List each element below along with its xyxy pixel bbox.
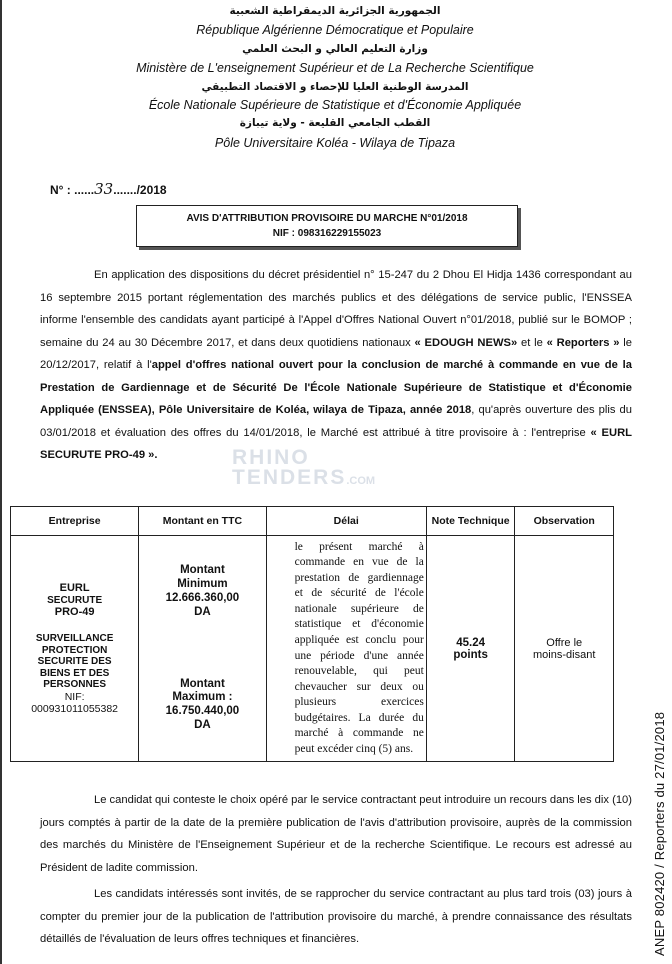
table-header-row	[11, 507, 614, 536]
cell-note	[426, 536, 515, 762]
award-table	[10, 506, 614, 762]
note-unit: points	[453, 648, 488, 661]
entreprise-activity-3: SECURITE DES	[37, 656, 112, 668]
watermark-line2: TENDERS	[232, 465, 347, 489]
p1-object: appel d'offres national ouvert pour la conclusion de marché à commande en vue de la Prestation de Gardiennage et de Sécurité De l'École Nationale Supérieure de Statistique et d'Économie Appliquée (ENSSEA), Pôle Universitaire de Koléa, wilaya de Tipaza, année 2018	[40, 359, 632, 416]
entreprise-nif: 000931011055382	[31, 702, 119, 715]
watermark-line1: RHINO	[232, 446, 310, 469]
col-header-entreprise: Entreprise	[11, 507, 139, 536]
header-ministry: Ministère de L'enseignement Supérieur et de La Recherche Scientifique	[136, 61, 534, 75]
col-header-montant: Montant en TTC	[139, 507, 266, 536]
header-arabic-ministry: وزارة التعليم العالي و البحث العلمي	[242, 43, 428, 55]
scan-edge	[0, 0, 2, 964]
p1-text-g: , qu'après ouverture des plis du 03/01/2018 et évaluation des offres du 14/01/2018, le Marché est attribué à titre provisoire à : l'entreprise	[40, 404, 632, 439]
side-caption: ANEP 802420 / Reporters du 27/01/2018	[652, 711, 667, 956]
montant-max-value: 16.750.440,00	[165, 705, 240, 718]
header-arabic-school: المدرسة الوطنية العليا للإحصاء و الاقتصاد التطبيقي	[201, 81, 469, 93]
entreprise-name-3: PRO-49	[54, 606, 95, 619]
montant-min-label-2: Minimum	[177, 578, 228, 591]
p1-text-a: En application des dispositions du décret présidentiel n° 15-247 du 2 Dhou El Hidja 1436 correspondant au 16 septembre 2015 portant réglementation des marchés publics et des délégations de service public, l'ENSSEA informe l'ensemble des candidats ayant participé à l'Appel d'Offres National Ouvert n°01/2018, publié sur le BOMOP ; semaine du 24 au 30 Décembre 2017, et dans deux quotidiens nationaux	[40, 269, 632, 349]
header-school: École Nationale Supérieure de Statistique et d'Économie Appliquée	[148, 98, 522, 112]
entreprise-activity-2: PROTECTION	[41, 644, 108, 656]
header-arabic-republic: الجمهورية الجزائرية الديمقراطية الشعبية	[229, 5, 441, 17]
entreprise-activity-1: SURVEILLANCE	[35, 633, 114, 645]
entreprise-activity-4: BIENS ET DES	[39, 667, 110, 679]
ref-prefix: N° : ......	[50, 183, 95, 197]
observation-line-2: moins-disant	[533, 648, 596, 661]
p1-newspaper-1: « EDOUGH NEWS»	[414, 336, 518, 349]
montant-min-unit: DA	[194, 605, 211, 618]
col-header-note: Note Technique	[426, 507, 515, 536]
watermark-line3: .COM	[346, 474, 376, 487]
montant-max-unit: DA	[194, 718, 211, 731]
p1-newspaper-2: « Reporters »	[546, 336, 620, 349]
reference-number	[50, 180, 167, 198]
entreprise-name-1: EURL	[59, 582, 90, 595]
entreprise-activity-5: PERSONNES	[43, 679, 107, 691]
ref-suffix: ......./2018	[113, 183, 167, 197]
consultation-paragraph	[40, 883, 632, 951]
cell-delai: le présent marché à commande en vue de la prestation de gardiennage et de sécurité de l'école nationale supérieure de statistique et d'économie appliquée est conclu pour une période d'une année renouvelable, qui peut chevaucher sur deux ou plusieurs exercices budgétaires. La durée du marché à commande ne peut excéder cinq (5) ans.	[266, 536, 426, 762]
notice-title: AVIS D'ATTRIBUTION PROVISOIRE DU MARCHE N°01/2018	[186, 213, 468, 224]
main-paragraph	[40, 264, 632, 467]
table-row	[11, 536, 614, 762]
entreprise-name-2: SECURUTE	[47, 594, 103, 606]
p1-text-c: et le	[517, 336, 547, 349]
cell-entreprise	[11, 536, 139, 762]
note-value: 45.24	[456, 636, 485, 649]
montant-min-value: 12.666.360,00	[165, 591, 240, 604]
notice-title-box	[136, 205, 518, 247]
header-pole: Pôle Universitaire Koléa - Wilaya de Tipaza	[214, 136, 456, 150]
p1-text-e: le 20/12/2017, relatif à l'	[40, 336, 632, 371]
header-arabic-pole: القطب الجامعي القليعة - ولاية تيبازة	[239, 117, 431, 129]
cell-montant	[139, 536, 266, 762]
entreprise-nif-label: NIF:	[64, 690, 85, 703]
montant-max-label-2: Maximum :	[172, 691, 233, 704]
cell-observation	[515, 536, 614, 762]
col-header-observation: Observation	[515, 507, 614, 536]
montant-max-label-1: Montant	[180, 677, 225, 690]
recourse-text: Le candidat qui conteste le choix opéré par le service contractant peut introduire un recours dans les dix (10) jours comptés à partir de la date de la première publication de l'avis d'attribution provisoire, auprès de la commission des marchés du Ministère de l'Enseignement Supérieur et de la recherche Scientifique. Le recours est adressé au Président de ladite commission.	[40, 794, 632, 874]
consultation-text: Les candidats intéressés sont invités, de se rapprocher du service contractant au plus tard trois (03) jours à compter du premier jour de la publication de l'attribution provisoire du marché, à prendre connaissance des résultats détaillés de l'évaluation de leurs offres techniques et financières.	[40, 888, 632, 945]
observation-line-1: Offre le	[546, 636, 583, 649]
col-header-delai: Délai	[266, 507, 426, 536]
p1-winner: « EURL SECURUTE PRO-49 ».	[40, 426, 632, 461]
notice-nif: NIF : 098316229155023	[272, 227, 382, 239]
montant-min-label-1: Montant	[180, 564, 225, 577]
recourse-paragraph	[40, 789, 632, 879]
header-republic: République Algérienne Démocratique et Populaire	[196, 23, 474, 37]
ref-number: 33	[94, 180, 114, 198]
